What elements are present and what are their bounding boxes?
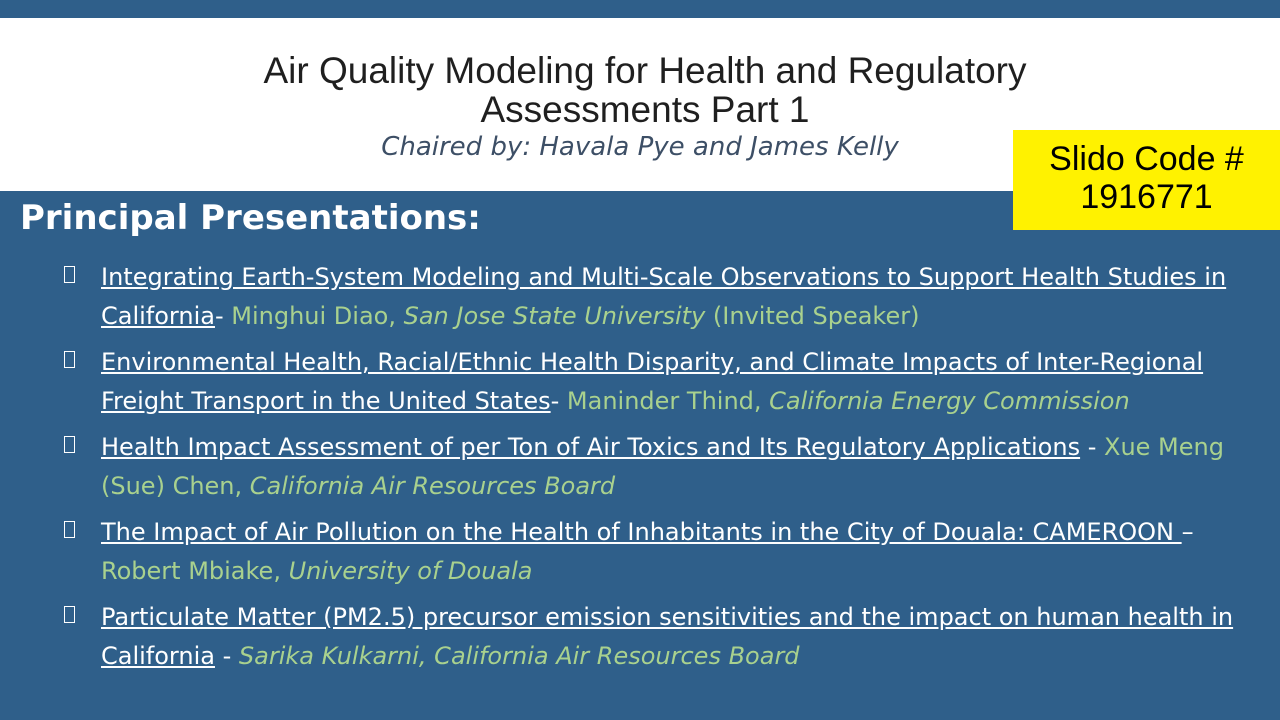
list-item bbox=[60, 513, 1265, 591]
square-bullet-icon bbox=[64, 606, 75, 623]
list-item bbox=[60, 428, 1265, 506]
affiliation: San Jose State University bbox=[403, 302, 706, 330]
affiliation: California Energy Commission bbox=[769, 387, 1130, 415]
square-bullet-icon bbox=[64, 436, 75, 453]
list-item bbox=[60, 258, 1265, 336]
speaker-note: (Invited Speaker) bbox=[705, 302, 920, 330]
chaired-by: Chaired by: Havala Pye and James Kelly bbox=[381, 132, 899, 162]
author: Robert Mbiake, bbox=[101, 557, 289, 585]
separator: - bbox=[214, 302, 232, 330]
slide-title bbox=[0, 51, 1280, 129]
title-line-1: Air Quality Modeling for Health and Regulatory bbox=[263, 50, 1027, 91]
separator: - bbox=[550, 387, 567, 415]
slido-label: Slido Code # bbox=[1049, 140, 1244, 178]
presentation-title-link[interactable]: Environmental Health, Racial/Ethnic Health Disparity, and Climate Impacts of Inter-Regional Freight Transport in the United States bbox=[101, 348, 1204, 415]
author-affiliation: Sarika Kulkarni, California Air Resources Board bbox=[238, 642, 800, 670]
square-bullet-icon bbox=[64, 521, 75, 538]
square-bullet-icon bbox=[64, 266, 75, 283]
top-strip bbox=[0, 0, 1280, 18]
author: Minghui Diao, bbox=[231, 302, 404, 330]
list-item bbox=[60, 343, 1265, 421]
presentation-title-link[interactable]: The Impact of Air Pollution on the Health of Inhabitants in the City of Douala: CAMEROON bbox=[101, 518, 1182, 546]
separator: - bbox=[1080, 433, 1104, 461]
presentation-list bbox=[60, 258, 1265, 683]
title-line-2: Assessments Part 1 bbox=[480, 89, 810, 130]
slido-code: 1916771 bbox=[1080, 178, 1213, 216]
author: Maninder Thind, bbox=[566, 387, 770, 415]
square-bullet-icon bbox=[64, 351, 75, 368]
list-item bbox=[60, 598, 1265, 676]
slido-code-box bbox=[1013, 130, 1280, 230]
presentation-title-link[interactable]: Health Impact Assessment of per Ton of Air Toxics and Its Regulatory Applications bbox=[101, 433, 1081, 461]
section-heading: Principal Presentations: bbox=[20, 198, 481, 238]
separator: - bbox=[214, 642, 239, 670]
presentation-title-link[interactable]: Particulate Matter (PM2.5) precursor emission sensitivities and the impact on human health in California bbox=[101, 603, 1234, 670]
separator: – bbox=[1181, 518, 1194, 546]
affiliation: California Air Resources Board bbox=[249, 472, 616, 500]
presentation-title-link[interactable]: Integrating Earth-System Modeling and Multi-Scale Observations to Support Health Studies in California bbox=[101, 263, 1227, 330]
affiliation: University of Douala bbox=[288, 557, 533, 585]
author: Xue Meng (Sue) Chen, bbox=[101, 433, 1224, 500]
